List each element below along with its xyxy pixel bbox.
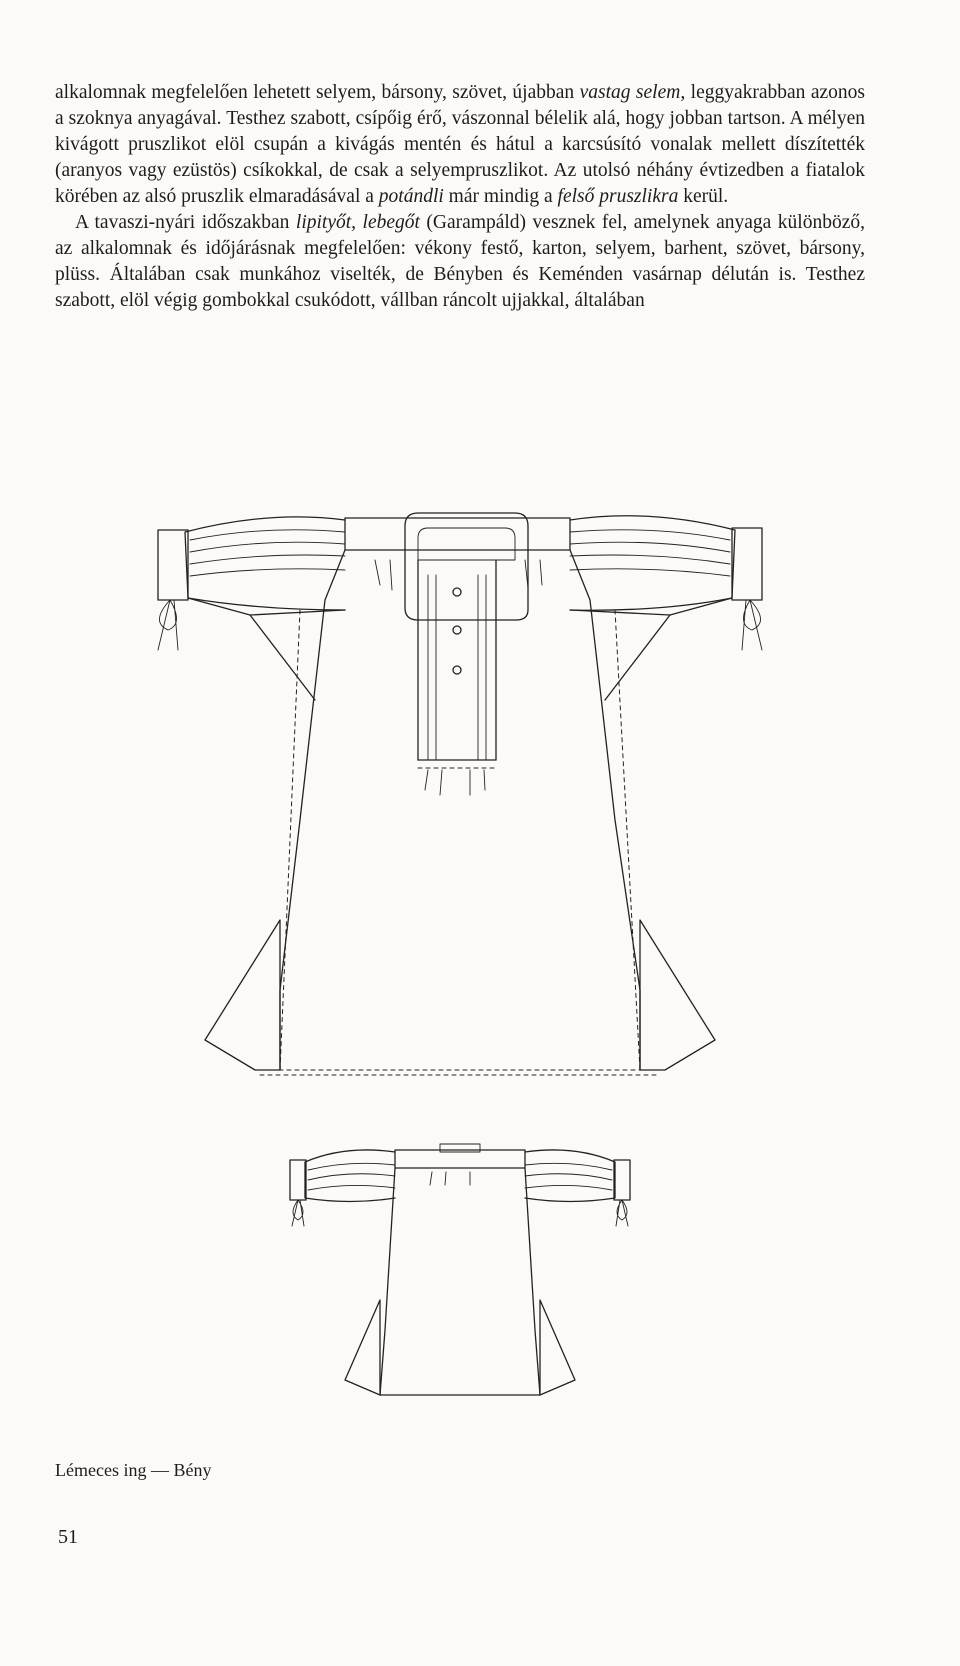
page-number: 51 [58,1526,78,1548]
italic-term: vastag selem, [579,82,686,103]
body-text [55,80,865,314]
blouse-back-icon [290,1144,630,1395]
italic-term: potándli [378,186,444,207]
paragraph-2 [55,210,865,314]
text-run: A tavaszi-nyári időszakban [75,212,296,233]
italic-term: felső pruszlikra [557,186,679,207]
figure-caption: Lémeces ing — Bény [55,1460,212,1480]
text-run: (Garampáld) vesznek fel, amelynek anyaga különböző, az alkalomnak és időjárásnak megfelelően: vékony festő, karton, selyem, barhent, szövet, bársony, plüss. Általában csak munkához viselték, de Bényben és Keménden vasárnap délután is. Testhez szabott, elöl végig gombokkal csukódott, vállban ráncolt ujjakkal, általában [55,212,865,311]
text-run: kerül. [678,186,729,207]
paragraph-1 [55,80,865,210]
text-run: már mindig a [443,186,558,207]
text-run: alkalomnak megfelelően lehetett selyem, bársony, szövet, újabban [55,82,580,103]
italic-term: lipityőt, lebegőt [295,212,420,233]
blouse-front-icon [158,513,762,1075]
text-run: leggyakrabban azonos a szoknya anyagával. Testhez szabott, csípőig érő, vászonnal bélelik alá, hogy jobban tartson. A mélyen kivágott pruszlikot elöl csupán a kivágás mentén és hátul a karcsúsító vonalak mellett díszítették (aranyos vagy ezüstös) csíkokkal, de csak a selyempruszlikot. Az utolsó néhány évtizedben a fiatalok körében az alsó pruszlik elmaradásával a [55,82,866,207]
